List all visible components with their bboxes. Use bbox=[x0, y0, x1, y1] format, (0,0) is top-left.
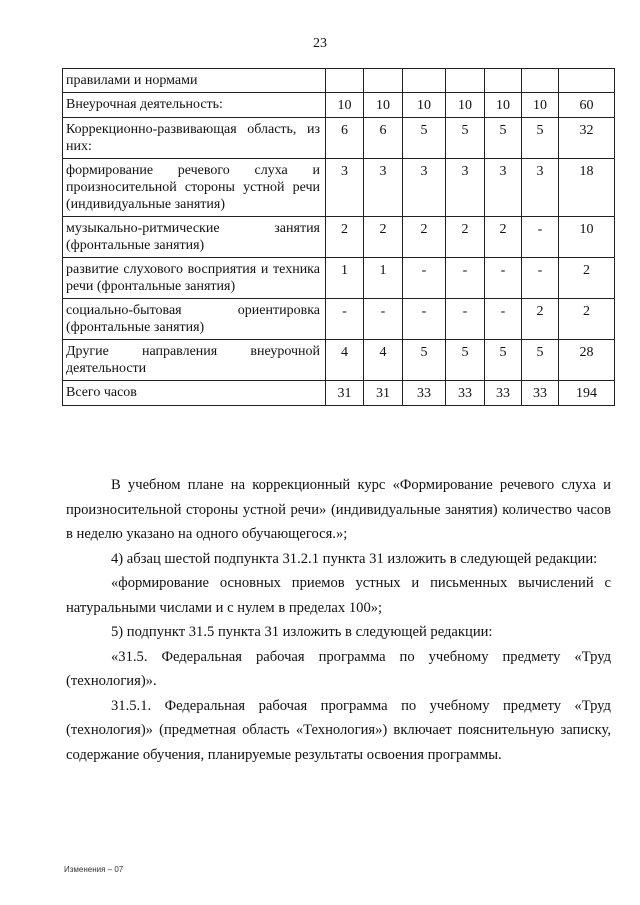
row-label: Другие направления внеурочной деятельности bbox=[63, 340, 326, 381]
row-value-cell: - bbox=[326, 299, 364, 340]
row-total-cell bbox=[559, 69, 615, 93]
row-value-cell: 3 bbox=[364, 159, 403, 217]
row-value-cell: - bbox=[403, 299, 446, 340]
row-value-cell: 1 bbox=[326, 258, 364, 299]
row-value-cell: 3 bbox=[522, 159, 559, 217]
row-value-cell: 4 bbox=[326, 340, 364, 381]
row-value-cell: - bbox=[485, 258, 522, 299]
row-value-cell: 6 bbox=[326, 118, 364, 159]
row-value-cell bbox=[403, 69, 446, 93]
row-value-cell: 5 bbox=[485, 340, 522, 381]
row-value-cell: 2 bbox=[403, 217, 446, 258]
row-value-cell: 10 bbox=[326, 93, 364, 118]
table-row bbox=[63, 381, 615, 406]
row-value-cell: 5 bbox=[522, 118, 559, 159]
table-row bbox=[63, 299, 615, 340]
row-value-cell: 6 bbox=[364, 118, 403, 159]
row-value-cell: - bbox=[446, 299, 485, 340]
paragraph: 31.5.1. Федеральная рабочая программа по учебному предмету «Труд (технология)» (предметная область «Технология») включает пояснительную записку, содержание обучения, планируемые результаты освоения программы. bbox=[66, 697, 611, 763]
row-value-cell: 2 bbox=[446, 217, 485, 258]
paragraph: В учебном плане на коррекционный курс «Формирование речевого слуха и произносительной стороны устной речи» (индивидуальные занятия) количество часов в неделю указано на одного обучающегося.»; bbox=[66, 477, 611, 542]
table-row bbox=[63, 69, 615, 93]
row-value-cell: 2 bbox=[485, 217, 522, 258]
row-value-cell: 31 bbox=[364, 381, 403, 406]
row-total-cell: 60 bbox=[559, 93, 615, 118]
row-value-cell: 2 bbox=[326, 217, 364, 258]
row-value-cell: 33 bbox=[485, 381, 522, 406]
row-total-cell: 194 bbox=[559, 381, 615, 406]
row-value-cell: - bbox=[446, 258, 485, 299]
row-value-cell bbox=[522, 69, 559, 93]
row-value-cell: 2 bbox=[364, 217, 403, 258]
row-total-cell: 2 bbox=[559, 299, 615, 340]
row-value-cell: 31 bbox=[326, 381, 364, 406]
row-value-cell: - bbox=[403, 258, 446, 299]
row-value-cell: 5 bbox=[403, 340, 446, 381]
row-value-cell: 1 bbox=[364, 258, 403, 299]
paragraph: «31.5. Федеральная рабочая программа по учебному предмету «Труд (технология)». bbox=[66, 648, 611, 689]
row-value-cell bbox=[446, 69, 485, 93]
row-label: Всего часов bbox=[63, 381, 326, 406]
paragraph: 4) абзац шестой подпункта 31.2.1 пункта 31 изложить в следующей редакции: bbox=[111, 550, 598, 567]
row-total-cell: 28 bbox=[559, 340, 615, 381]
row-value-cell: 5 bbox=[446, 118, 485, 159]
footer-note: Изменения – 07 bbox=[64, 865, 124, 874]
row-value-cell: 3 bbox=[446, 159, 485, 217]
row-label: правилами и нормами bbox=[63, 69, 326, 93]
row-label: Коррекционно-развивающая область, из них: bbox=[63, 118, 326, 159]
row-value-cell: 5 bbox=[403, 118, 446, 159]
row-value-cell bbox=[485, 69, 522, 93]
row-value-cell: 5 bbox=[485, 118, 522, 159]
row-value-cell: 10 bbox=[485, 93, 522, 118]
row-value-cell bbox=[326, 69, 364, 93]
row-label: формирование речевого слуха и произносительной стороны устной речи (индивидуальные занятия) bbox=[63, 159, 326, 217]
row-value-cell: 10 bbox=[522, 93, 559, 118]
body-text bbox=[66, 473, 611, 767]
table-row bbox=[63, 217, 615, 258]
row-value-cell: 33 bbox=[522, 381, 559, 406]
table-row bbox=[63, 258, 615, 299]
table-row bbox=[63, 159, 615, 217]
row-value-cell: 3 bbox=[326, 159, 364, 217]
row-value-cell: 2 bbox=[522, 299, 559, 340]
table-row bbox=[63, 93, 615, 118]
row-total-cell: 32 bbox=[559, 118, 615, 159]
row-value-cell: - bbox=[522, 258, 559, 299]
row-value-cell: 10 bbox=[364, 93, 403, 118]
row-label: Внеурочная деятельность: bbox=[63, 93, 326, 118]
row-value-cell: 4 bbox=[364, 340, 403, 381]
row-label: развитие слухового восприятия и техника речи (фронтальные занятия) bbox=[63, 258, 326, 299]
row-value-cell bbox=[364, 69, 403, 93]
row-total-cell: 18 bbox=[559, 159, 615, 217]
row-value-cell: - bbox=[522, 217, 559, 258]
row-value-cell: - bbox=[364, 299, 403, 340]
table-row bbox=[63, 340, 615, 381]
row-value-cell: - bbox=[485, 299, 522, 340]
row-value-cell: 3 bbox=[485, 159, 522, 217]
row-value-cell: 10 bbox=[446, 93, 485, 118]
paragraph: 5) подпункт 31.5 пункта 31 изложить в следующей редакции: bbox=[111, 624, 493, 640]
row-label: социально-бытовая ориентировка (фронтальные занятия) bbox=[63, 299, 326, 340]
row-value-cell: 33 bbox=[446, 381, 485, 406]
paragraph: «формирование основных приемов устных и письменных вычислений с натуральными числами и с нулем в пределах 100»; bbox=[66, 575, 611, 616]
table-row bbox=[63, 118, 615, 159]
row-value-cell: 3 bbox=[403, 159, 446, 217]
row-total-cell: 10 bbox=[559, 217, 615, 258]
curriculum-table bbox=[62, 68, 615, 406]
row-value-cell: 5 bbox=[446, 340, 485, 381]
row-value-cell: 10 bbox=[403, 93, 446, 118]
row-value-cell: 5 bbox=[522, 340, 559, 381]
table-body bbox=[63, 69, 615, 406]
page-number: 23 bbox=[313, 36, 327, 51]
row-total-cell: 2 bbox=[559, 258, 615, 299]
row-label: музыкально-ритмические занятия (фронтальные занятия) bbox=[63, 217, 326, 258]
row-value-cell: 33 bbox=[403, 381, 446, 406]
